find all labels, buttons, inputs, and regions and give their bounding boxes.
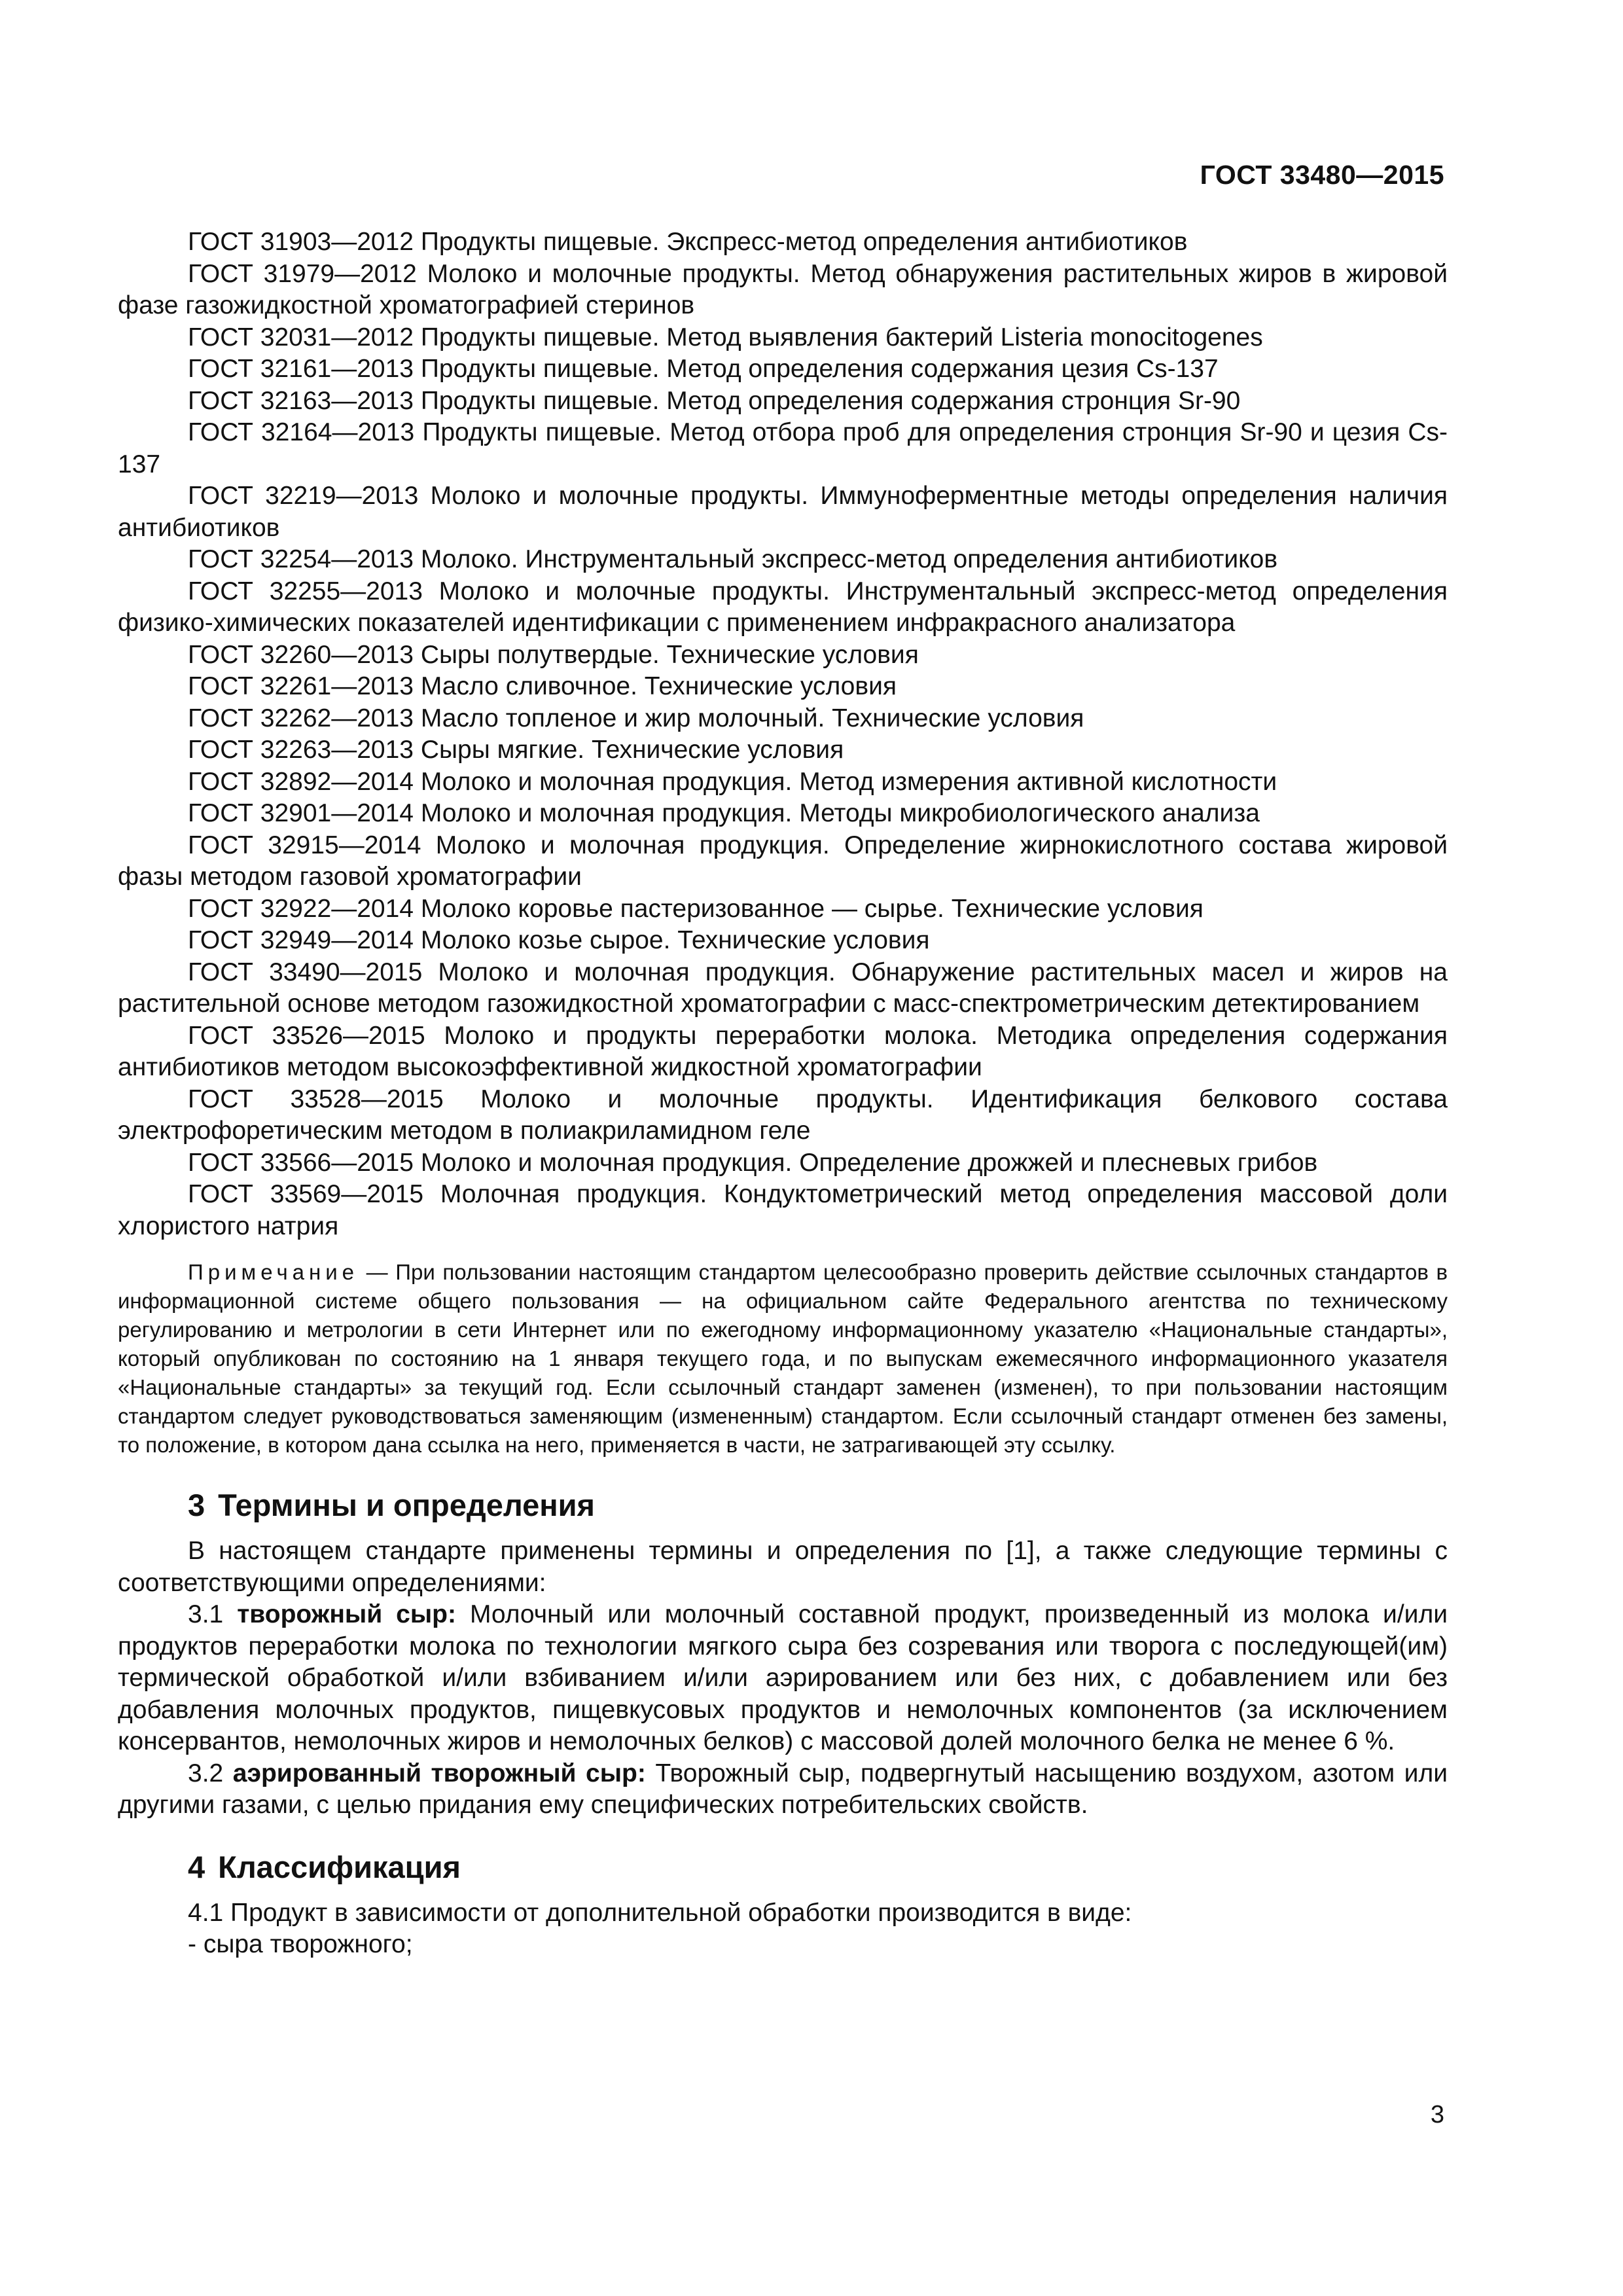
reference-title: Молоко и молочные продукты. Метод обнаружения растительных жиров в жировой фазе газожидкостной хроматографией стеринов: [118, 259, 1448, 319]
reference-code: ГОСТ 32915—2014: [188, 831, 421, 859]
reference-code: ГОСТ 31903—2012: [188, 228, 414, 256]
reference-title: Продукты пищевые. Экспресс-метод определения антибиотиков: [420, 228, 1188, 256]
reference-title: Масло топленое и жир молочный. Технические условия: [420, 704, 1084, 732]
reference-item: [118, 798, 1448, 830]
reference-title: Сыры мягкие. Технические условия: [420, 736, 844, 764]
reference-code: ГОСТ 32161—2013: [188, 355, 414, 383]
term-number: 3.2: [188, 1759, 224, 1787]
section-3-heading: [118, 1486, 1448, 1525]
reference-code: ГОСТ 32163—2013: [188, 386, 414, 415]
reference-title: Молоко и молочная продукция. Обнаружение растительных масел и жиров на растительной основе методом газожидкостной хроматографии с масс-спектрометрическим детектированием: [118, 958, 1448, 1018]
reference-item: [118, 353, 1448, 386]
reference-item: [118, 386, 1448, 418]
reference-item: [118, 703, 1448, 735]
clause-4-1: 4.1 Продукт в зависимости от дополнительной обработки производится в виде:: [188, 1898, 1132, 1927]
reference-title: Продукты пищевые. Метод отбора проб для определения стронция Sr-90 и цезия Cs-137: [118, 418, 1448, 478]
section-number: 4: [188, 1849, 205, 1884]
reference-item: [118, 417, 1448, 480]
term-name: творожный сыр:: [237, 1600, 456, 1628]
reference-item: [118, 1179, 1448, 1242]
reference-code: ГОСТ 33528—2015: [188, 1085, 444, 1113]
reference-title: Молоко коровье пастеризованное — сырье. Технические условия: [420, 894, 1204, 923]
reference-item: [118, 639, 1448, 672]
term-text: Молочный или молочный составной продукт, произведенный из молока и/или продуктов переработки молока по технологии мягкого сыра без созревания или творога с последующей(им) термической обработкой и/или взбиванием и/или аэрированием или без них, с добавлением или без добавления молочных продуктов, пищевкусовых продуктов и немолочных компонентов (за исключением консервантов, немолочных жиров и немолочных белков) с массовой долей молочного белка не менее 6 %.: [118, 1600, 1448, 1755]
list-item: - сыра творожного;: [188, 1930, 413, 1958]
reference-title: Молоко и продукты переработки молока. Методика определения содержания антибиотиков методом высокоэффективной жидкостной хроматографии: [118, 1021, 1448, 1081]
section-3-intro: В настоящем стандарте применены термины и определения по [1], а также следующие термины с соответствующими определениями:: [118, 1537, 1448, 1597]
section-4-heading: [118, 1848, 1448, 1887]
reference-code: ГОСТ 32901—2014: [188, 799, 414, 827]
page-number: 3: [1430, 2101, 1444, 2128]
reference-title: Молоко и молочная продукция. Метод измерения активной кислотности: [420, 767, 1277, 796]
reference-item: [118, 480, 1448, 544]
reference-title: Молоко и молочная продукция. Определение дрожжей и плесневых грибов: [420, 1148, 1318, 1177]
reference-item: [118, 893, 1448, 925]
note-label: Примечание: [188, 1260, 359, 1284]
reference-item: [118, 957, 1448, 1020]
term-name: аэрированный творожный сыр:: [232, 1759, 646, 1787]
reference-title: Молоко и молочные продукты. Иммуноферментные методы определения наличия антибиотиков: [118, 482, 1448, 542]
section-title: Термины и определения: [218, 1488, 595, 1522]
reference-item: [118, 1020, 1448, 1084]
reference-title: Масло сливочное. Технические условия: [420, 672, 897, 700]
note-text: — При пользовании настоящим стандартом целесообразно проверить действие ссылочных стандартов в информационной системе общего пользования — на официальном сайте Федерального агентства по техническому регулированию и метрологии в сети Интернет или по ежегодному информационному указателю «Национальные стандарты», который опубликован по состоянию на 1 января текущего года, и по выпускам ежемесячного информационного указателя «Национальные стандарты» за текущий год. Если ссылочный стандарт заменен (изменен), то при пользовании настоящим стандартом следует руководствоваться заменяющим (измененным) стандартом. Если ссылочный стандарт отменен без замены, то положение, в котором дана ссылка на него, применяется в части, не затрагивающей эту ссылку.: [118, 1260, 1448, 1457]
reference-item: [118, 226, 1448, 259]
reference-code: ГОСТ 32922—2014: [188, 894, 414, 923]
reference-code: ГОСТ 32261—2013: [188, 672, 414, 700]
reference-title: Продукты пищевые. Метод выявления бактерий Listeria monocitogenes: [420, 323, 1263, 351]
reference-code: ГОСТ 32262—2013: [188, 704, 414, 732]
reference-title: Молочная продукция. Кондуктометрический метод определения массовой доли хлористого натрия: [118, 1180, 1448, 1240]
section-number: 3: [188, 1488, 205, 1522]
reference-code: ГОСТ 33569—2015: [188, 1180, 424, 1208]
reference-title: Молоко и молочные продукты. Идентификация белкового состава электрофоретическим методом в полиакриламидном геле: [118, 1085, 1448, 1145]
reference-code: ГОСТ 33566—2015: [188, 1148, 414, 1177]
reference-code: ГОСТ 32892—2014: [188, 767, 414, 796]
reference-code: ГОСТ 32260—2013: [188, 640, 414, 669]
reference-title: Молоко и молочная продукция. Методы микробиологического анализа: [420, 799, 1260, 827]
section-title: Классификация: [218, 1849, 461, 1884]
reference-item: [118, 671, 1448, 703]
reference-title: Молоко и молочные продукты. Инструментальный экспресс-метод определения физико-химических показателей идентификации с применением инфракрасного анализатора: [118, 577, 1448, 637]
document-body: [118, 226, 1448, 1961]
reference-code: ГОСТ 31979—2012: [188, 259, 417, 288]
reference-title: Продукты пищевые. Метод определения содержания цезия Cs-137: [420, 355, 1219, 383]
reference-title: Продукты пищевые. Метод определения содержания стронция Sr-90: [420, 386, 1241, 415]
reference-item: [118, 766, 1448, 798]
reference-item: [118, 322, 1448, 354]
normative-references-list: [118, 226, 1448, 1242]
reference-item: [118, 259, 1448, 322]
references-note: [118, 1258, 1448, 1460]
reference-code: ГОСТ 32949—2014: [188, 926, 414, 954]
reference-item: [118, 576, 1448, 639]
reference-item: [118, 734, 1448, 766]
reference-code: ГОСТ 32219—2013: [188, 482, 419, 510]
reference-code: ГОСТ 32255—2013: [188, 577, 423, 605]
reference-title: Молоко и молочная продукция. Определение жирнокислотного состава жировой фазы методом газовой хроматографии: [118, 831, 1448, 891]
reference-code: ГОСТ 32031—2012: [188, 323, 414, 351]
document-header-id: ГОСТ 33480—2015: [1200, 160, 1444, 190]
reference-item: [118, 1084, 1448, 1147]
term-number: 3.1: [188, 1600, 224, 1628]
reference-item: [118, 925, 1448, 957]
reference-item: [118, 830, 1448, 893]
reference-code: ГОСТ 32263—2013: [188, 736, 414, 764]
reference-item: [118, 1147, 1448, 1179]
reference-title: Молоко. Инструментальный экспресс-метод определения антибиотиков: [420, 545, 1278, 573]
term-definition: [118, 1599, 1448, 1758]
term-definition: [118, 1758, 1448, 1821]
reference-code: ГОСТ 32164—2013: [188, 418, 415, 446]
reference-code: ГОСТ 32254—2013: [188, 545, 414, 573]
reference-code: ГОСТ 33490—2015: [188, 958, 423, 986]
reference-title: Сыры полутвердые. Технические условия: [420, 640, 919, 669]
reference-title: Молоко козье сырое. Технические условия: [420, 926, 930, 954]
reference-item: [118, 544, 1448, 576]
reference-code: ГОСТ 33526—2015: [188, 1021, 425, 1050]
term-text: Творожный сыр, подвергнутый насыщению воздухом, азотом или другими газами, с целью придания ему специфических потребительских свойств.: [118, 1759, 1448, 1819]
